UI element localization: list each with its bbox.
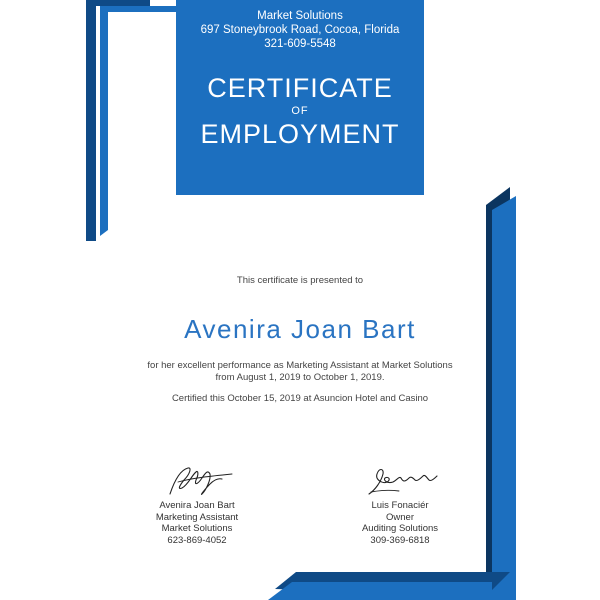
signer-company-left: Market Solutions xyxy=(161,523,233,534)
header-block xyxy=(176,0,424,195)
frame-bottom-blue xyxy=(268,582,492,600)
reason-line-1: for her excellent performance as Marketing Assistant at Market Solutions xyxy=(147,360,453,371)
signer-phone-left: 623-869-4052 xyxy=(167,534,227,546)
company-phone: 321-609-5548 xyxy=(264,38,336,50)
company-name: Market Solutions xyxy=(257,10,343,22)
reason-text xyxy=(100,360,500,383)
signer-title-right: Owner xyxy=(386,511,414,523)
reason-line-2: from August 1, 2019 to October 1, 2019. xyxy=(215,371,385,383)
certificate-title-of: OF xyxy=(291,105,309,117)
handwritten-signature-left xyxy=(122,460,272,500)
signature-block-left xyxy=(122,460,272,546)
signer-name-left: Avenira Joan Bart xyxy=(159,500,235,511)
certificate-title-line2: EMPLOYMENT xyxy=(200,119,400,149)
certified-text: Certified this October 15, 2019 at Asuncion Hotel and Casino xyxy=(171,393,429,404)
frame-top-left-blue xyxy=(100,6,176,236)
handwritten-signature-right xyxy=(325,460,475,500)
company-address: 697 Stoneybrook Road, Cocoa, Florida xyxy=(200,24,400,36)
presented-to-text: This certificate is presented to xyxy=(236,275,364,286)
signature-block-right xyxy=(325,460,475,546)
frame-top-left-dark xyxy=(86,0,150,241)
signer-title-left: Marketing Assistant xyxy=(155,511,239,523)
recipient-name: Avenira Joan Bart xyxy=(184,314,416,344)
signer-company-right: Auditing Solutions xyxy=(361,523,439,534)
certificate-title-line1: CERTIFICATE xyxy=(207,73,393,103)
signer-name-right: Luis Fonaciér xyxy=(371,500,429,511)
signer-phone-right: 309-369-6818 xyxy=(370,534,430,546)
